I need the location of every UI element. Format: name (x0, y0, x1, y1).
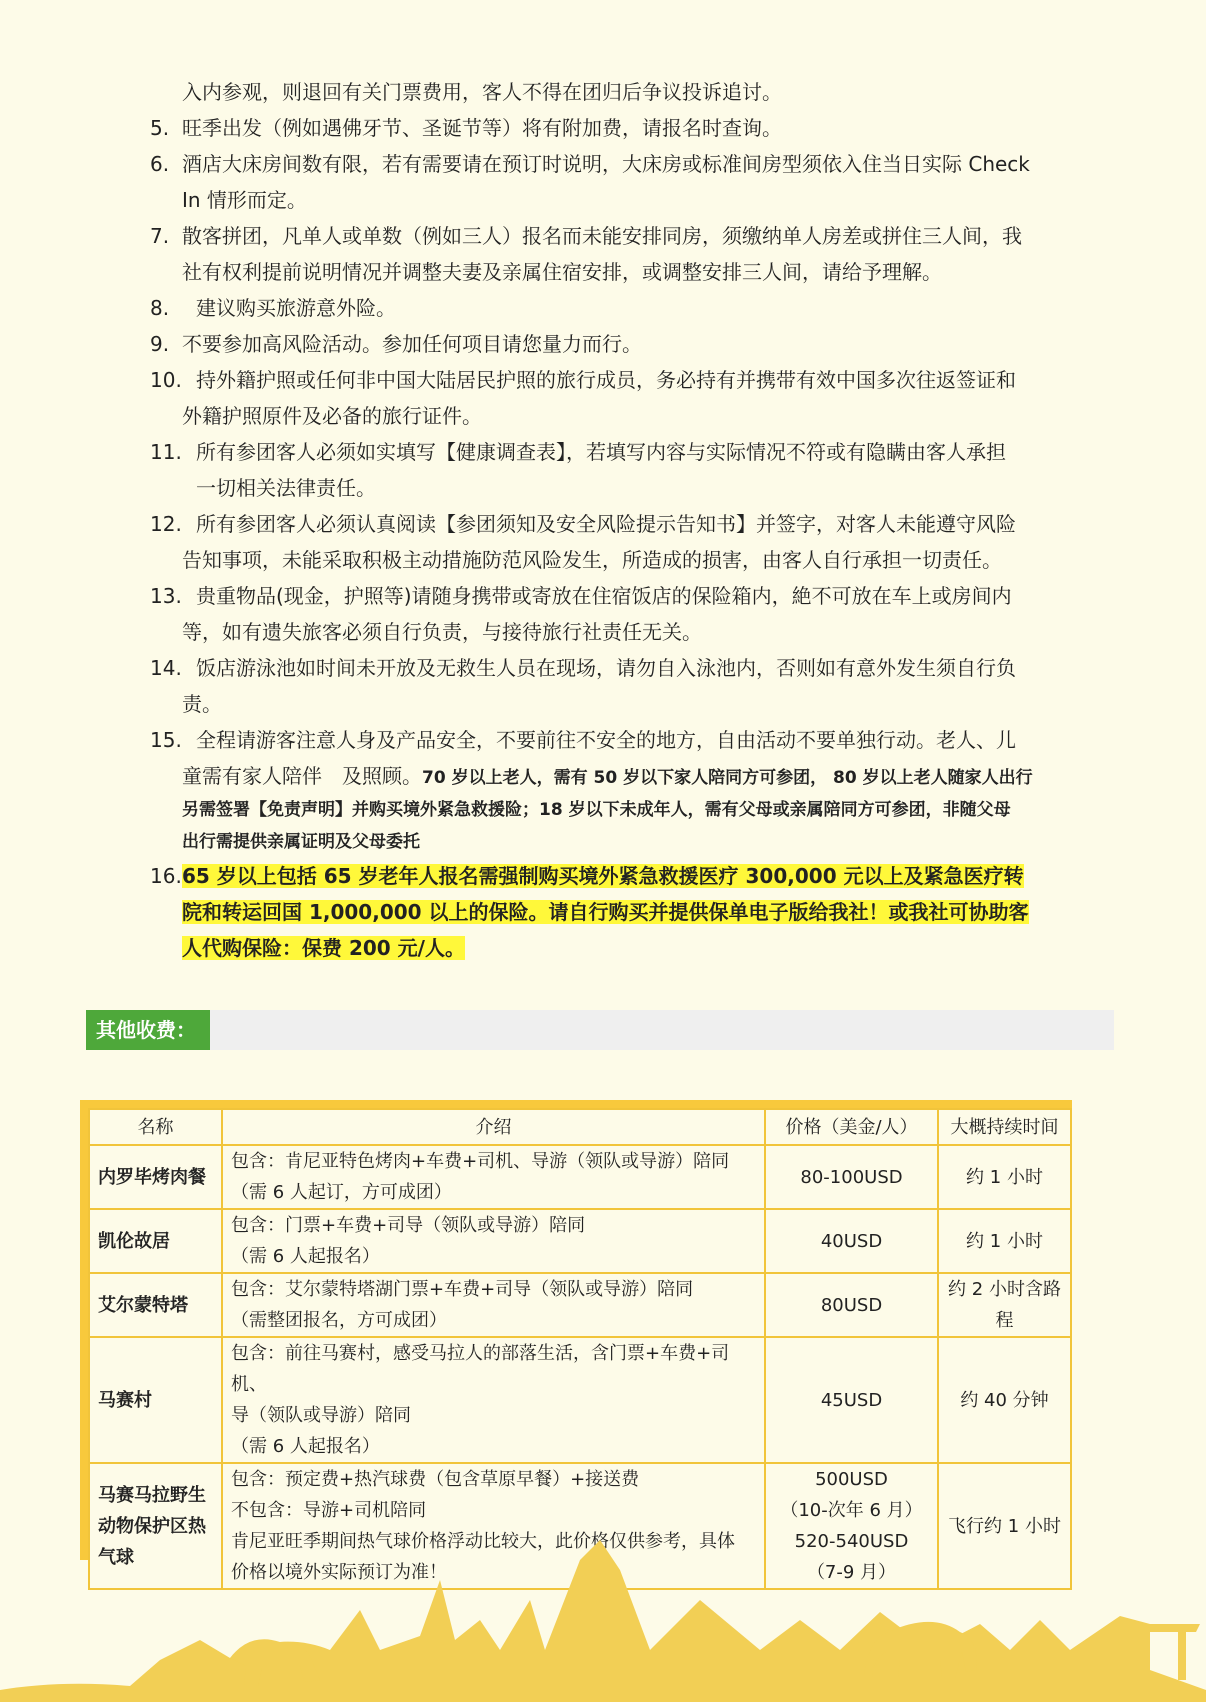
note-item-16: 16. 65 岁以上包括 65 岁老年人报名需强制购买境外紧急救援医疗 300,000 元以上及紧急医疗转 院和转运回国 1,000,000 以上的保险。请自行购买并提供保单电子版给我社！或我社可协助客 人代购保险：保费 200 元/人。 (150, 864, 1029, 960)
notes-list (150, 74, 1070, 966)
note-item: 10. 持外籍护照或任何非中国大陆居民护照的旅行成员，务必持有并携带有效中国多次往返签证和 外籍护照原件及必备的旅行证件。 (150, 368, 1016, 428)
note-item-15: 15. 全程请游客注意人身及产品安全，不要前往不安全的地方，自由活动不要单独行动。老人、儿 童需有家人陪伴 及照顾。70 岁以上老人，需有 50 岁以下家人陪同方可参团， 80 岁以上老人随家人出行 另需签署【免责声明】并购买境外紧急救援险；18 岁以下未成年人，需有父母或亲属陪同方可参团，非随父母 出行需提供亲属证明及父母委托 (150, 728, 1033, 852)
section-header-bar (86, 1010, 1114, 1050)
note-item: 12. 所有参团客人必须认真阅读【参团须知及安全风险提示告知书】并签字，对客人未能遵守风险 告知事项，未能采取积极主动措施防范风险发生，所造成的损害，由客人自行承担一切责任。 (150, 512, 1016, 572)
insurance-highlight: 65 岁以上包括 65 岁老年人报名需强制购买境外紧急救援医疗 300,000 元以上及紧急医疗转 (182, 864, 1024, 888)
travel-silhouette-decoration (0, 1540, 1206, 1702)
note-item: 8. 建议购买旅游意外险。 (150, 296, 396, 320)
note-item: 5. 旺季出发（例如遇佛牙节、圣诞节等）将有附加费，请报名时查询。 (150, 116, 782, 140)
note-item: 7. 散客拼团，凡单人或单数（例如三人）报名而未能安排同房，须缴纳单人房差或拼住三人间，我 社有权利提前说明情况并调整夫妻及亲属住宿安排，或调整安排三人间，请给予理解。 (150, 224, 1022, 284)
fee-table-frame (80, 1100, 1072, 1583)
table-row: 凯伦故居 包含：门票+车费+司导（领队或导游）陪同 （需 6 人起报名） 40USD 约 1 小时 (89, 1209, 1071, 1273)
note-item: 11. 所有参团客人必须如实填写【健康调查表】，若填写内容与实际情况不符或有隐瞒由客人承担 一切相关法律责任。 (150, 440, 1006, 500)
note-item: 14. 饭店游泳池如时间未开放及无救生人员在现场，请勿自入泳池内，否则如有意外发生须自行负 责。 (150, 656, 1016, 716)
skyline-silhouette (0, 1540, 1206, 1702)
note-item: 13. 贵重物品(现金，护照等)请随身携带或寄放在住宿饭店的保险箱内，絶不可放在车上或房间内 等，如有遗失旅客必须自行负责，与接待旅行社责任无关。 (150, 584, 1012, 644)
table-row: 内罗毕烤肉餐 包含：肯尼亚特色烤肉+车费+司机、导游（领队或导游）陪同 （需 6 人起订，方可成团） 80-100USD 约 1 小时 (89, 1145, 1071, 1209)
section-title: 其他收费： (86, 1010, 210, 1050)
note-item: 6. 酒店大床房间数有限，若有需要请在预订时说明，大床房或标准间房型须依入住当日实际 Check In 情形而定。 (150, 152, 1030, 212)
note-item: 9. 不要参加高风险活动。参加任何项目请您量力而行。 (150, 332, 642, 356)
table-header-row: 名称 介绍 价格（美金/人） 大概持续时间 (89, 1109, 1071, 1145)
table-row: 艾尔蒙特塔 包含：艾尔蒙特塔湖门票+车费+司导（领队或导游）陪同 （需整团报名，方可成团） 80USD 约 2 小时含路程 (89, 1273, 1071, 1337)
table-row: 马赛村 包含：前往马赛村，感受马拉人的部落生活，含门票+车费+司机、 导（领队或导游）陪同 （需 6 人起报名） 45USD 约 40 分钟 (89, 1337, 1071, 1463)
age-requirement-text: 70 岁以上老人，需有 50 岁以下家人陪同方可参团， 80 岁以上老人随家人出行 (422, 768, 1033, 788)
table-row: 马赛马拉野生动物保护区热气球 包含：预定费+热汽球费（包含草原早餐）+接送费 不包含：导游+司机陪同 肯尼亚旺季期间热气球价格浮动比较大，此价格仅供参考，具体 价格以境外实际预订为准！ 500USD （10-次年 6 月） 520-540USD （7-9 月） 飞行约 1 小时 (89, 1463, 1071, 1589)
fee-table (88, 1108, 1072, 1590)
note-continuation: 入内参观，则退回有关门票费用，客人不得在团归后争议投诉追讨。 (182, 80, 782, 104)
